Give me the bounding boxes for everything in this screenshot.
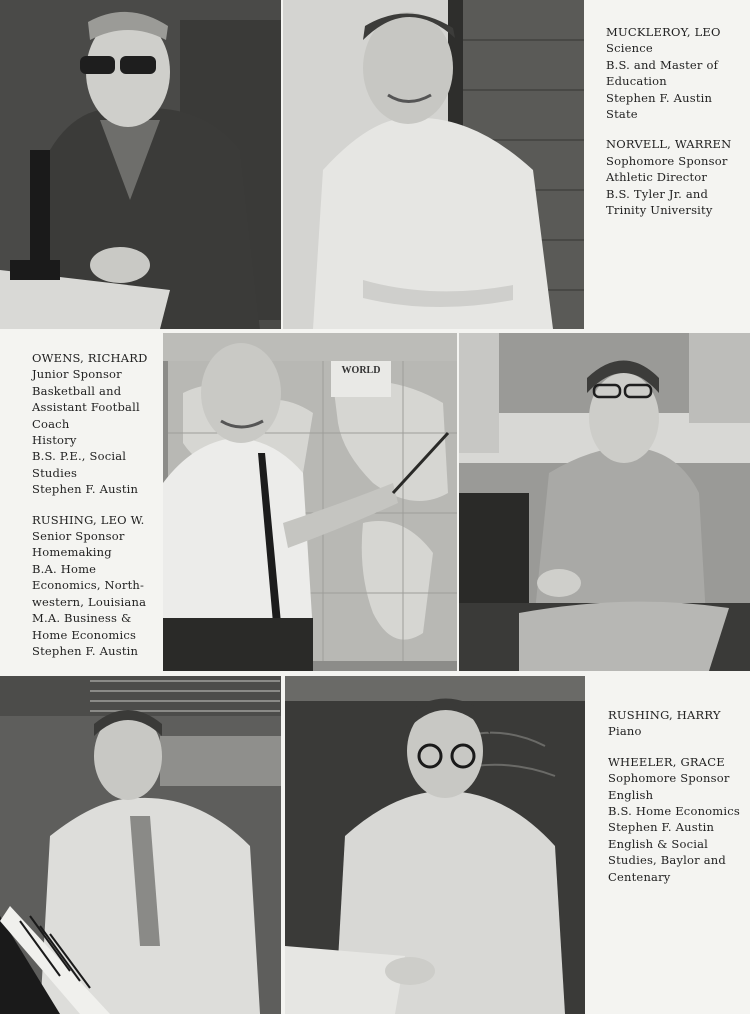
- photo-muckleroy-leo: [0, 0, 281, 329]
- photo-rushing-leo: [459, 333, 750, 671]
- faculty-detail: Stephen F. Austin: [608, 820, 715, 835]
- photo-owens-richard: [163, 333, 457, 671]
- faculty-entry-rushing-leo: [32, 512, 164, 660]
- faculty-detail: B.S. P.E., Social: [32, 449, 127, 464]
- faculty-detail: State: [606, 107, 638, 122]
- faculty-detail: Basketball and: [32, 383, 122, 398]
- faculty-detail: Science: [606, 41, 653, 56]
- faculty-name: OWENS, RICHARD: [32, 351, 148, 365]
- faculty-detail: Senior Sponsor: [32, 529, 125, 544]
- faculty-detail: B.S. Home Economics: [608, 804, 741, 819]
- faculty-entry-norvell: [606, 136, 746, 218]
- faculty-entry-muckleroy: [606, 24, 746, 122]
- photo-wheeler-grace: [285, 676, 585, 1014]
- faculty-detail: English: [608, 787, 654, 802]
- faculty-detail: Centenary: [608, 869, 671, 884]
- faculty-name: MUCKLEROY, LEO: [606, 25, 721, 39]
- faculty-detail: Piano: [608, 724, 642, 739]
- faculty-detail: Home Economics: [32, 627, 137, 642]
- faculty-entry-owens: [32, 350, 164, 498]
- faculty-detail: Athletic Director: [606, 170, 708, 185]
- faculty-detail: Stephen F. Austin: [32, 643, 139, 658]
- faculty-detail: Junior Sponsor: [32, 367, 122, 382]
- faculty-detail: western, Louisiana: [32, 594, 147, 609]
- faculty-detail: Studies, Baylor and: [608, 853, 726, 868]
- faculty-detail: Economics, North-: [32, 578, 145, 593]
- caption-owens-rushing: [32, 350, 164, 673]
- faculty-detail: Trinity University: [606, 203, 713, 218]
- caption-rushing-wheeler: [608, 707, 748, 899]
- faculty-name: RUSHING, HARRY: [608, 708, 721, 722]
- faculty-detail: B.S. Tyler Jr. and: [606, 186, 709, 201]
- faculty-detail: Homemaking: [32, 545, 112, 560]
- photo-norvell-warren: [283, 0, 584, 329]
- faculty-name: RUSHING, LEO W.: [32, 512, 145, 527]
- map-label: WORLD: [341, 365, 381, 376]
- faculty-entry-rushing-harry: [608, 707, 748, 740]
- photo-rushing-harry: [0, 676, 281, 1014]
- faculty-detail: Coach: [32, 416, 70, 431]
- faculty-detail: History: [32, 433, 77, 448]
- faculty-entry-wheeler: [608, 754, 748, 885]
- faculty-detail: English & Social: [608, 836, 709, 851]
- faculty-detail: Sophomore Sponsor: [608, 771, 730, 786]
- faculty-detail: Sophomore Sponsor: [606, 153, 728, 168]
- caption-muckleroy-norvell: [606, 24, 746, 232]
- faculty-name: NORVELL, WARREN: [606, 137, 732, 152]
- faculty-detail: Stephen F. Austin: [32, 482, 139, 497]
- faculty-detail: B.S. and Master of: [606, 57, 719, 72]
- faculty-detail: Studies: [32, 465, 78, 480]
- faculty-detail: Education: [606, 74, 667, 89]
- faculty-detail: Assistant Football: [32, 400, 140, 415]
- faculty-name: WHEELER, GRACE: [608, 754, 725, 769]
- faculty-detail: Stephen F. Austin: [606, 90, 713, 105]
- faculty-detail: M.A. Business &: [32, 611, 132, 626]
- faculty-detail: B.A. Home: [32, 561, 97, 576]
